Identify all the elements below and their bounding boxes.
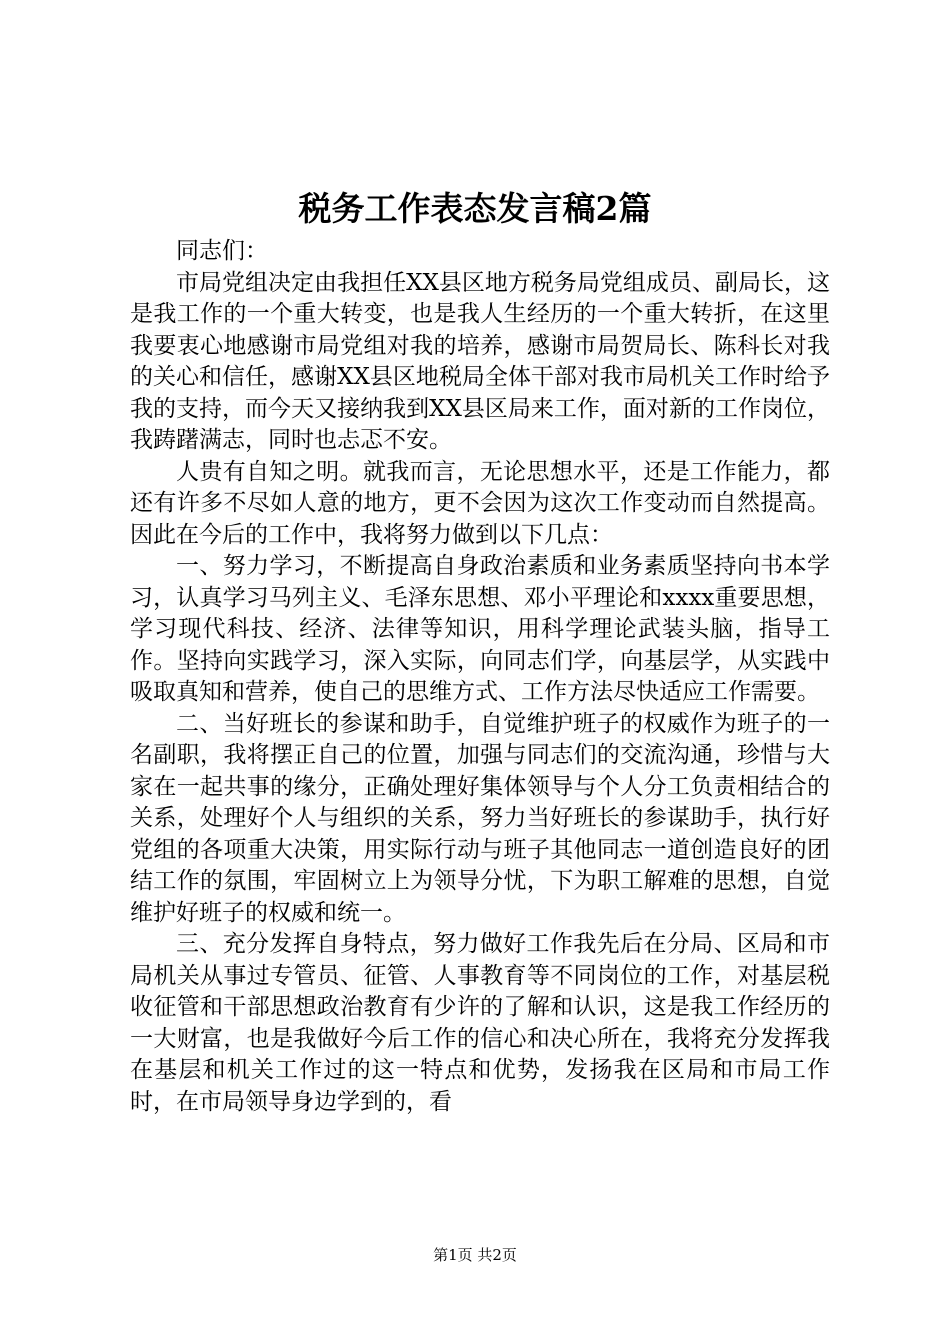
paragraph-point-three: 三、充分发挥自身特点，努力做好工作我先后在分局、区局和市局机关从事过专管员、征管、人事教育等不同岗位的工作，对基层税收征管和干部思想政治教育有少许的了解和认识，这是我工作经历的一大财富，也是我做好今后工作的信心和决心所在，我将充分发挥我在基层和机关工作过的这一特点和优势，发扬我在区局和市局工作时，在市局领导身边学到的，看 — [130, 931, 830, 1115]
paragraph-intro: 市局党组决定由我担任XX县区地方税务局党组成员、副局长，这是我工作的一个重大转变，也是我人生经历的一个重大转折，在这里我要衷心地感谢市局党组对我的培养，感谢市局贺局长、陈科长对我的关心和信任，感谢XX县区地税局全体干部对我市局机关工作时给予我的支持，而今天又接纳我到XX县区局来工作，面对新的工作岗位，我踌躇满志，同时也忐忑不安。 — [130, 269, 830, 453]
page-number-footer: 第1页 共2页 — [433, 1246, 517, 1264]
document-body — [130, 236, 830, 1118]
paragraph-point-one: 一、努力学习，不断提高自身政治素质和业务素质坚持向书本学习，认真学习马列主义、毛泽东思想、邓小平理论和xxxx重要思想，学习现代科技、经济、法律等知识，用科学理论武装头脑，指导工作。坚持向实践学习，深入实际，向同志们学，向基层学，从实践中吸取真知和营养，使自己的思维方式、工作方法尽快适应工作需要。 — [130, 553, 830, 705]
document-title: 税务工作表态发言稿2篇 — [298, 189, 652, 228]
paragraph-self-knowledge: 人贵有自知之明。就我而言，无论思想水平，还是工作能力，都还有许多不尽如人意的地方，更不会因为这次工作变动而自然提高。因此在今后的工作中，我将努力做到以下几点： — [130, 458, 830, 548]
salutation: 同志们： — [176, 238, 268, 264]
paragraph-point-two: 二、当好班长的参谋和助手，自觉维护班子的权威作为班子的一名副职，我将摆正自己的位置，加强与同志们的交流沟通，珍惜与大家在一起共事的缘分，正确处理好集体领导与个人分工负责相结合的关系，处理好个人与组织的关系，努力当好班长的参谋助手，执行好党组的各项重大决策，用实际行动与班子其他同志一道创造良好的团结工作的氛围，牢固树立上为领导分忧，下为职工解难的思想，自觉维护好班子的权威和统一。 — [130, 710, 830, 926]
